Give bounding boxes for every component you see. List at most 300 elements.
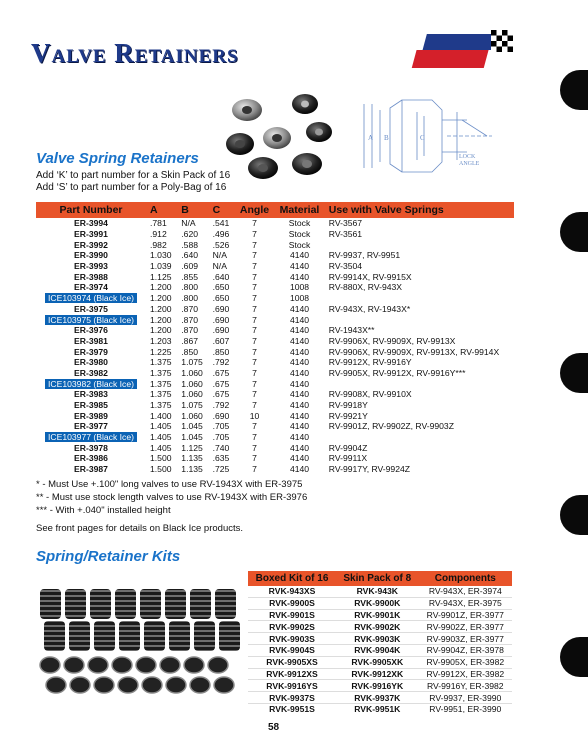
black-ice-part-label: ICE103977 (Black Ice): [45, 432, 137, 442]
cell-dim-a: 1.375: [150, 357, 172, 368]
spring-image: [165, 589, 186, 619]
cell-dim-b: 1.060: [181, 389, 203, 400]
black-ice-part-label: ICE103975 (Black Ice): [45, 315, 137, 325]
table-row: [36, 304, 514, 315]
cell-angle: 7: [252, 367, 257, 378]
cell-dim-a: 1.375: [150, 400, 172, 411]
retainer-image: [142, 677, 162, 693]
retainers-heading: Valve Spring Retainers: [36, 150, 199, 167]
cell-use-with: RV-9901Z, RV-9902Z, RV-9903Z: [328, 421, 454, 432]
cell-angle: 7: [252, 325, 257, 336]
cell-angle: 7: [252, 346, 257, 357]
cell-use-with: [325, 378, 514, 389]
kits-header-row: [248, 571, 512, 586]
cell-material: 4140: [289, 389, 310, 400]
cell-boxed-kit: RVK-9903S: [248, 633, 336, 645]
cell-dim-b: 1.135: [181, 453, 203, 464]
cell-angle: 7: [252, 229, 257, 240]
footnote-1: * - Must Use +.100" long valves to use RV-1943X with ER-3975: [36, 479, 303, 490]
cell-angle: 7: [252, 421, 257, 432]
cell-dim-c: N/A: [212, 250, 227, 261]
cell-dim-b: .800: [181, 282, 199, 293]
cell-part-number: ER-3979: [74, 346, 108, 357]
cell-dim-c: N/A: [212, 261, 227, 272]
cell-dim-c: .635: [212, 453, 230, 464]
spring-image: [44, 621, 65, 651]
cell-part-number: ER-3980: [74, 357, 108, 368]
cell-use-with: RV-9914X, RV-9915X: [328, 271, 412, 282]
cell-components: RV-9916Y, ER-3982: [419, 680, 512, 692]
table-row: [36, 239, 514, 250]
cell-dim-c: .792: [212, 357, 230, 368]
retainer-image: [88, 657, 108, 673]
cell-skin-pack: RVK-9951K: [336, 703, 419, 714]
cell-skin-pack: RVK-9900K: [336, 597, 419, 609]
table-row: [36, 357, 514, 368]
cell-part-number: ER-3987: [74, 464, 108, 475]
cell-dim-b: .620: [181, 229, 199, 240]
black-ice-part-label: ICE103974 (Black Ice): [45, 293, 137, 303]
retainer-image: [160, 657, 180, 673]
col-c: C: [209, 202, 235, 218]
page-number: 58: [268, 722, 280, 733]
cell-dim-a: 1.405: [150, 421, 172, 432]
cell-dim-c: .675: [212, 378, 230, 389]
cell-material: 4140: [289, 314, 310, 325]
cell-material: 4140: [289, 432, 310, 443]
cell-angle: 7: [252, 453, 257, 464]
col-use-with: Use with Valve Springs: [325, 202, 514, 218]
cell-material: Stock: [288, 239, 311, 250]
page-title: Valve Retainers: [31, 38, 239, 68]
cell-dim-a: 1.375: [150, 378, 172, 389]
table-row: [36, 421, 514, 432]
cell-part-number: ER-3982: [74, 367, 108, 378]
cell-material: Stock: [288, 218, 311, 229]
table-row: [36, 261, 514, 272]
cell-angle: 7: [252, 218, 257, 229]
table-row: [248, 692, 512, 704]
cell-use-with: RV-1943X**: [328, 325, 375, 336]
cell-dim-a: .781: [150, 218, 167, 229]
cell-part-number: ER-3990: [74, 250, 108, 261]
table-row: [36, 442, 514, 453]
cell-dim-a: 1.125: [150, 271, 172, 282]
cell-dim-a: 1.375: [150, 367, 172, 378]
svg-text:A: A: [368, 134, 374, 142]
svg-text:C: C: [420, 134, 425, 142]
cell-dim-b: N/A: [181, 218, 196, 229]
side-tab: [560, 212, 588, 252]
side-tab: [560, 70, 588, 110]
cell-skin-pack: RVK-9905XK: [336, 656, 419, 668]
cell-skin-pack: RVK-943K: [356, 586, 398, 597]
cell-part-number: ER-3993: [74, 261, 108, 272]
cell-dim-a: 1.405: [150, 432, 172, 443]
cell-boxed-kit: RVK-9901S: [248, 609, 336, 621]
cell-use-with: [325, 293, 514, 304]
cell-material: 4140: [289, 250, 310, 261]
cell-dim-b: 1.125: [181, 442, 203, 453]
cell-dim-c: .740: [212, 442, 230, 453]
cell-boxed-kit: RVK-9902S: [248, 621, 336, 633]
cell-dim-c: .690: [212, 303, 230, 314]
table-row: [36, 314, 514, 325]
table-row: [248, 703, 512, 714]
table-row: [248, 680, 512, 692]
cell-dim-b: .870: [181, 314, 199, 325]
cell-part-number: ER-3981: [74, 335, 108, 346]
kits-heading: Spring/Retainer Kits: [36, 548, 181, 565]
cell-use-with: RV-3561: [328, 229, 363, 240]
side-tab: [560, 637, 588, 677]
cell-angle: 7: [252, 378, 257, 389]
cell-angle: 10: [249, 410, 260, 421]
cell-part-number: ER-3974: [74, 282, 108, 293]
cell-use-with: [325, 314, 514, 325]
cell-part-number: ER-3975: [74, 303, 108, 314]
cell-use-with: RV-9908X, RV-9910X: [328, 389, 412, 400]
cell-use-with: RV-9906X, RV-9909X, RV-9913X, RV-9914X: [328, 346, 500, 357]
cell-dim-b: .867: [181, 335, 199, 346]
cell-dim-b: 1.135: [181, 464, 203, 475]
cell-boxed-kit: RVK-9905XS: [248, 656, 336, 668]
cell-part-number: ER-3992: [74, 239, 108, 250]
cell-angle: 7: [252, 239, 257, 250]
table-row: [248, 621, 512, 633]
table-row: [36, 218, 514, 229]
spring-image: [140, 589, 161, 619]
col-a: A: [146, 202, 177, 218]
retainer-image: [94, 677, 114, 693]
cell-dim-a: 1.225: [150, 346, 172, 357]
table-row: [36, 282, 514, 293]
cell-part-number: [36, 432, 146, 443]
cell-dim-c: .675: [212, 389, 230, 400]
retainer-image: [190, 677, 210, 693]
cell-dim-a: 1.030: [150, 250, 172, 261]
table-row: [36, 368, 514, 379]
cell-dim-b: 1.060: [181, 378, 203, 389]
spring-image: [119, 621, 140, 651]
spring-image: [115, 589, 136, 619]
table-row: [36, 336, 514, 347]
pro-stock-logo: [409, 26, 517, 76]
cell-material: 4140: [289, 303, 310, 314]
spring-image: [194, 621, 215, 651]
cell-use-with: RV-9912X, RV-9916Y: [328, 357, 412, 368]
cell-angle: 7: [252, 357, 257, 368]
cell-dim-c: .650: [212, 293, 230, 304]
spring-image: [169, 621, 190, 651]
spring-image: [190, 589, 211, 619]
cell-part-number: ER-3989: [74, 410, 108, 421]
spring-image: [219, 621, 240, 651]
kits-table: [248, 571, 512, 715]
cell-dim-b: 1.060: [181, 410, 203, 421]
cell-dim-a: 1.375: [150, 389, 172, 400]
col-boxed-kit: Boxed Kit of 16: [248, 571, 336, 586]
cell-dim-c: .526: [212, 239, 230, 250]
cell-dim-b: .609: [181, 261, 199, 272]
cell-use-with: [325, 239, 514, 250]
cell-dim-c: .850: [212, 346, 230, 357]
cell-material: Stock: [288, 229, 311, 240]
cell-dim-c: .496: [212, 229, 230, 240]
spring-image: [40, 589, 61, 619]
col-part-number: Part Number: [36, 202, 146, 218]
cell-part-number: ER-3988: [74, 271, 108, 282]
cell-components: RV-9903Z, ER-3977: [419, 633, 512, 645]
cell-dim-c: .792: [212, 400, 230, 411]
cell-use-with: [325, 432, 514, 443]
cell-material: 4140: [289, 325, 310, 336]
cell-angle: 7: [252, 442, 257, 453]
table-row: [248, 668, 512, 680]
cell-use-with: RV-3567: [328, 218, 363, 229]
table-row: [36, 346, 514, 357]
cell-components: RV-9902Z, ER-3977: [419, 621, 512, 633]
retainer-image: [112, 657, 132, 673]
cell-use-with: RV-880X, RV-943X: [328, 282, 403, 293]
retainer-image: [70, 677, 90, 693]
cell-angle: 7: [252, 400, 257, 411]
cell-dim-b: 1.075: [181, 357, 203, 368]
cell-dim-a: 1.039: [150, 261, 172, 272]
cell-dim-b: .870: [181, 303, 199, 314]
cell-dim-b: .850: [181, 346, 199, 357]
cell-boxed-kit: RVK-9904S: [248, 644, 336, 656]
cell-skin-pack: RVK-9912XK: [336, 668, 419, 680]
cell-dim-c: .541: [212, 218, 230, 229]
cell-part-number: ER-3985: [74, 400, 108, 411]
cell-material: 4140: [289, 367, 310, 378]
table-row: [36, 432, 514, 443]
cell-use-with: RV-9937, RV-9951: [328, 250, 401, 261]
cell-dim-a: 1.500: [150, 464, 172, 475]
col-b: B: [177, 202, 208, 218]
cell-dim-c: .705: [212, 421, 230, 432]
cell-dim-b: .870: [181, 325, 199, 336]
cell-components: RV-943X, ER-3974: [428, 586, 502, 597]
cell-dim-c: .650: [212, 282, 230, 293]
col-components: Components: [419, 571, 512, 586]
cell-use-with: RV-9917Y, RV-9924Z: [328, 464, 411, 475]
cell-boxed-kit: RVK-9900S: [248, 597, 336, 609]
table-row: [36, 400, 514, 411]
cell-part-number: ER-3976: [74, 325, 108, 336]
cell-dim-b: .800: [181, 293, 199, 304]
table-row: [36, 464, 514, 475]
spring-image: [90, 589, 111, 619]
col-skin-pack: Skin Pack of 8: [336, 571, 419, 586]
table-row: [36, 250, 514, 261]
note-skin-pack: Add ‘K’ to part number for a Skin Pack of 16: [36, 170, 231, 181]
cell-dim-b: .588: [181, 239, 199, 250]
footnote-3: *** - With +.040" installed height: [36, 505, 171, 516]
table-row: [36, 389, 514, 400]
cell-material: 4140: [289, 453, 310, 464]
cell-angle: 7: [252, 271, 257, 282]
table-row: [248, 633, 512, 645]
cell-dim-a: 1.200: [150, 293, 172, 304]
table-row: [36, 293, 514, 304]
cell-dim-c: .690: [212, 314, 230, 325]
col-angle: Angle: [235, 202, 274, 218]
cell-angle: 7: [252, 432, 257, 443]
cell-angle: 7: [252, 250, 257, 261]
cell-components: RV-9904Z, ER-3978: [419, 644, 512, 656]
retainer-image: [118, 677, 138, 693]
cell-dim-a: 1.203: [150, 335, 172, 346]
cell-angle: 7: [252, 314, 257, 325]
cell-dim-c: .675: [212, 367, 230, 378]
cell-use-with: RV-9905X, RV-9912X, RV-9916Y***: [328, 367, 466, 378]
footnote-4: See front pages for details on Black Ice products.: [36, 523, 244, 534]
cell-material: 4140: [289, 442, 310, 453]
retainer-image: [46, 677, 66, 693]
retainer-image: [184, 657, 204, 673]
cell-material: 4140: [289, 335, 310, 346]
svg-text:B: B: [384, 134, 389, 142]
cell-part-number: ER-3977: [74, 421, 108, 432]
cell-use-with: RV-9906X, RV-9909X, RV-9913X: [328, 335, 456, 346]
cell-dim-a: 1.200: [150, 282, 172, 293]
cell-angle: 7: [252, 303, 257, 314]
cell-dim-c: .607: [212, 335, 230, 346]
retainer-image: [214, 677, 234, 693]
cell-dim-a: 1.200: [150, 314, 172, 325]
table-header-row: [36, 202, 514, 218]
cell-dim-b: 1.045: [181, 432, 203, 443]
retainer-image: [40, 657, 60, 673]
spring-image: [65, 589, 86, 619]
cell-material: 4140: [289, 421, 310, 432]
side-tab: [560, 353, 588, 393]
cell-components: RV-9951, ER-3990: [419, 703, 512, 714]
table-row: [248, 644, 512, 656]
cell-dim-b: .855: [181, 271, 199, 282]
cell-boxed-kit: RVK-9951S: [248, 703, 336, 714]
cell-use-with: RV-9918Y: [328, 400, 368, 411]
cell-boxed-kit: RVK-943XS: [268, 586, 316, 597]
cell-material: 4140: [289, 271, 310, 282]
table-row: [248, 597, 512, 609]
retainer-image: [64, 657, 84, 673]
cell-angle: 7: [252, 464, 257, 475]
cell-boxed-kit: RVK-9937S: [248, 692, 336, 704]
cell-use-with: RV-9904Z: [328, 442, 368, 453]
cell-dim-c: .640: [212, 271, 230, 282]
cell-part-number: ER-3986: [74, 453, 108, 464]
retainer-diagram: [362, 90, 512, 182]
spring-image: [215, 589, 236, 619]
cell-use-with: RV-9911X: [328, 453, 368, 464]
cell-dim-c: .690: [212, 325, 230, 336]
cell-dim-b: .640: [181, 250, 199, 261]
retainer-image: [208, 657, 228, 673]
cell-dim-a: 1.500: [150, 453, 172, 464]
cell-components: RV-9905X, ER-3982: [419, 656, 512, 668]
cell-dim-b: 1.045: [181, 421, 203, 432]
table-row: [36, 229, 514, 240]
retainers-photo: [225, 92, 340, 184]
cell-part-number: ER-3991: [74, 229, 108, 240]
side-tab: [560, 495, 588, 535]
cell-part-number: ER-3983: [74, 389, 108, 400]
cell-material: 4140: [289, 410, 310, 421]
note-poly-bag: Add ‘S’ to part number for a Poly-Bag of 16: [36, 182, 227, 193]
retainer-image: [166, 677, 186, 693]
cell-dim-a: .912: [150, 229, 167, 240]
cell-material: 1008: [289, 293, 310, 304]
spring-image: [144, 621, 165, 651]
cell-components: RV-9901Z, ER-3977: [419, 609, 512, 621]
cell-dim-a: 1.200: [150, 303, 172, 314]
cell-material: 4140: [289, 464, 310, 475]
cell-dim-c: .690: [212, 410, 230, 421]
col-material: Material: [274, 202, 325, 218]
cell-boxed-kit: RVK-9916YS: [248, 680, 336, 692]
cell-components: RV-9937, ER-3990: [419, 692, 512, 704]
cell-dim-a: 1.400: [150, 410, 172, 421]
footnote-2: ** - Must use stock length valves to use RV-1943X with ER-3976: [36, 492, 308, 503]
cell-material: 4140: [289, 400, 310, 411]
cell-use-with: RV-9921Y: [328, 410, 368, 421]
cell-skin-pack: RVK-9901K: [336, 609, 419, 621]
cell-components: RV-9912X, ER-3982: [419, 668, 512, 680]
cell-components: RV-943X, ER-3975: [419, 597, 512, 609]
cell-skin-pack: RVK-9903K: [336, 633, 419, 645]
spring-kit-photo: [34, 585, 242, 701]
table-row: [248, 609, 512, 621]
table-row: [248, 656, 512, 668]
cell-skin-pack: RVK-9904K: [336, 644, 419, 656]
cell-material: 4140: [289, 346, 310, 357]
cell-material: 4140: [289, 378, 310, 389]
table-row: [36, 378, 514, 389]
cell-material: 4140: [289, 357, 310, 368]
black-ice-part-label: ICE103982 (Black Ice): [45, 379, 137, 389]
cell-dim-b: 1.060: [181, 367, 203, 378]
diagram-label-angle: ANGLE: [459, 161, 480, 167]
cell-dim-a: 1.200: [150, 325, 172, 336]
table-row: [36, 271, 514, 282]
cell-skin-pack: RVK-9902K: [336, 621, 419, 633]
cell-use-with: RV-3504: [328, 261, 363, 272]
cell-part-number: [36, 378, 146, 389]
retainer-image: [136, 657, 156, 673]
cell-angle: 7: [252, 293, 257, 304]
diagram-label-lock: LOCK: [459, 154, 476, 160]
cell-dim-c: .725: [212, 464, 230, 475]
table-row: [36, 410, 514, 421]
table-row: [36, 453, 514, 464]
cell-angle: 7: [252, 389, 257, 400]
cell-skin-pack: RVK-9937K: [336, 692, 419, 704]
spring-image: [94, 621, 115, 651]
cell-dim-a: 1.405: [150, 442, 172, 453]
retainers-table: [36, 202, 514, 475]
cell-dim-b: 1.075: [181, 400, 203, 411]
cell-dim-a: .982: [150, 239, 167, 250]
table-row: [36, 325, 514, 336]
cell-angle: 7: [252, 335, 257, 346]
cell-dim-c: .705: [212, 432, 230, 443]
spring-image: [69, 621, 90, 651]
cell-boxed-kit: RVK-9912XS: [248, 668, 336, 680]
cell-part-number: ER-3994: [74, 218, 108, 229]
